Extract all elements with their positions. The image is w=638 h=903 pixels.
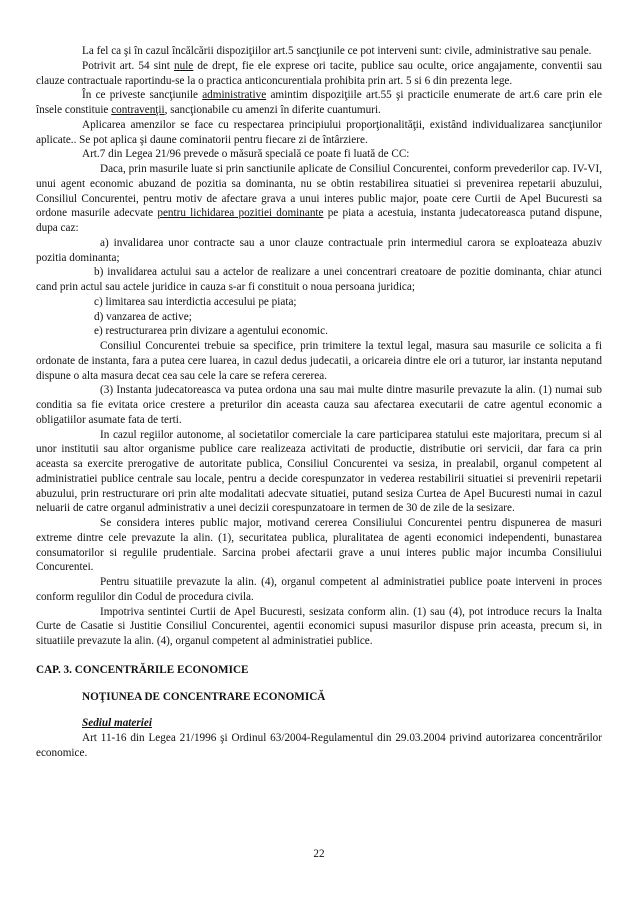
paragraph-administrative-sanctions: [36, 88, 602, 118]
text-run: amintim dispoziţiile art.55 şi practicile enumerate de art.6 care prin ele însele constituie: [36, 89, 602, 116]
text-run: Daca, prin masurile luate si prin sanctiunile aplicate de Consiliul Concurentei, conform prevederilor cap. IV-VI, unui agent economic abuzand de pozitia sa dominanta, nu se obtin restabilirea situatiei si prevenirea repetarii abuzului, Consiliul Concurentei, pentru motiv de afectare grava a unui interes public major, poate cere Curtii de Apel Bucuresti sa ordone masurile adecvate: [36, 163, 602, 220]
subsection-heading: Sediul materiei: [82, 717, 152, 730]
text-run: de drept, fie ele exprese ori tacite, publice sau oculte, orice angajamente, conventii sau clauze contractuale raportindu-se la o practica anticoncurentiala prohibita prin art. 5 si 6 din prezenta lege.: [36, 59, 602, 87]
text-run: , sancţionabile cu amenzi în diferite cuantumuri.: [164, 104, 381, 116]
paragraph-sanctions-types: La fel ca şi în cazul încălcării dispoziţiilor art.5 sancţiunile ce pot interveni sunt: civile, administrative sau penale.: [82, 45, 592, 57]
paragraph-art54: [36, 59, 602, 89]
paragraph-legal-basis: Art 11-16 din Legea 21/1996 şi Ordinul 63/2004-Regulamentul din 29.03.2004 privind autorizarea concentrărilor economice.: [36, 732, 602, 759]
chapter-heading: CAP. 3. CONCENTRĂRILE ECONOMICE: [36, 663, 249, 676]
list-item-e: e) restructurarea prin divizare a agentului economic.: [94, 325, 328, 338]
underlined-term: contravenţii: [111, 104, 165, 116]
text-run: Potrivit art. 54 sint: [82, 59, 175, 72]
paragraph-dominant-position: [36, 162, 602, 236]
section-heading: NOŢIUNEA DE CONCENTRARE ECONOMICĂ: [82, 690, 326, 703]
list-item-d: d) vanzarea de active;: [94, 310, 192, 323]
underlined-term: pentru lichidarea pozitiei dominante: [157, 207, 324, 220]
paragraph-council-specify: Consiliul Concurentei trebuie sa specifice, prin trimitere la textul legal, masura sau masurile ce solicita a fi ordonate de instanta, fara a putea cere luarea, in cazul dedus judecatii, a oricareia dintre ele ori a tuturor, iar instanta neputand dispune o alta masura decat cea sau cele la care se refera cererea.: [36, 340, 602, 382]
underlined-term: administrative: [202, 89, 267, 102]
list-item-b: b) invalidarea actului sau a actelor de realizare a unei concentrari creatoare de pozitie dominanta, chiar atunci cand prin actul sau actele juridice in cauza s-ar fi constituit o noua persoana juridica;: [36, 266, 602, 293]
paragraph-alin3: (3) Instanta judecatoreasca va putea ordona una sau mai multe dintre masurile prevazute la alin. (1) numai sub conditia sa fie evitata orice crestere a preturilor din aceasta cauza sau afectarea executarii de catre agentul economic a obligatiilor asumate fata de terti.: [36, 384, 602, 426]
paragraph-public-interest: Se considera interes public major, motivand cererea Consiliului Concurentei pentru dispunerea de masuri extreme dintre cele prevazute la alin. (1), securitatea publica, pluralitatea de agenti economici independenti, bunastarea consumatorilor si regulile prudentiale. Sarcina probei afectarii grave a unui interes public major incumba Consiliului Concurentei.: [36, 517, 602, 574]
paragraph-autonomous-companies: In cazul regiilor autonome, al societatilor comerciale la care participarea statului este majoritara, precum si al unor institutii sau altor organisme publice care realizeaza activitati de productie, distributie ori servicii, dar fara ca prin aceasta sa exercite prerogative de autoritate publica, Consiliul Concurentei va sesiza, in prealabil, organul competent al administratiei publice centrale sau locale, pentru a decide corespunzator in vederea restabilirii situatiei si prevenirii repetarii abuzului, prin restructurare ori prin alte modalitati adecvate situatiei, putand sesiza Curtea de Apel Bucuresti numai in cazul neluarii de catre organul administrativ a unei decizii corespunzatoare in termen de 30 de zile de la sesizare.: [36, 428, 602, 515]
paragraph-art7: Art.7 din Legea 21/96 prevede o măsură specială ce poate fi luată de CC:: [82, 148, 410, 161]
text-run: În ce priveste sancţiunile: [82, 89, 203, 102]
paragraph-appeal: Impotriva sentintei Curtii de Apel Bucuresti, sesizata conform alin. (1) sau (4), pot introduce recurs la Inalta Curte de Casatie si Justitie Consiliul Concurentei, agentii economici supusi masurilor dispuse prin aceasta, precum si, in situatiile prevazute la alin. (4), organul competent al administratiei publice.: [36, 605, 602, 647]
paragraph-fines: Aplicarea amenzilor se face cu respectarea principiului proporţionalităţii, existând individualizarea sancţiunilor aplicate.. Se pot aplica şi daune cominatorii pentru fiecare zi de întârziere.: [36, 118, 602, 146]
document-page: [36, 44, 602, 761]
text-run: pe piata a acestuia, instanta judecatoreasca putand dispune, dupa caz:: [36, 207, 602, 234]
paragraph-intervention: Pentru situatiile prevazute la alin. (4), organul competent al administratiei publice poate interveni in proces conform regulilor din Codul de procedura civila.: [36, 576, 602, 603]
list-item-c: c) limitarea sau interdictia accesului pe piata;: [94, 295, 297, 308]
underlined-term: nule: [174, 59, 194, 72]
page-number: 22: [313, 848, 325, 860]
list-item-a: a) invalidarea unor contracte sau a unor clauze contractuale prin intermediul carora se exploateaza abuziv pozitia dominanta;: [36, 236, 602, 264]
